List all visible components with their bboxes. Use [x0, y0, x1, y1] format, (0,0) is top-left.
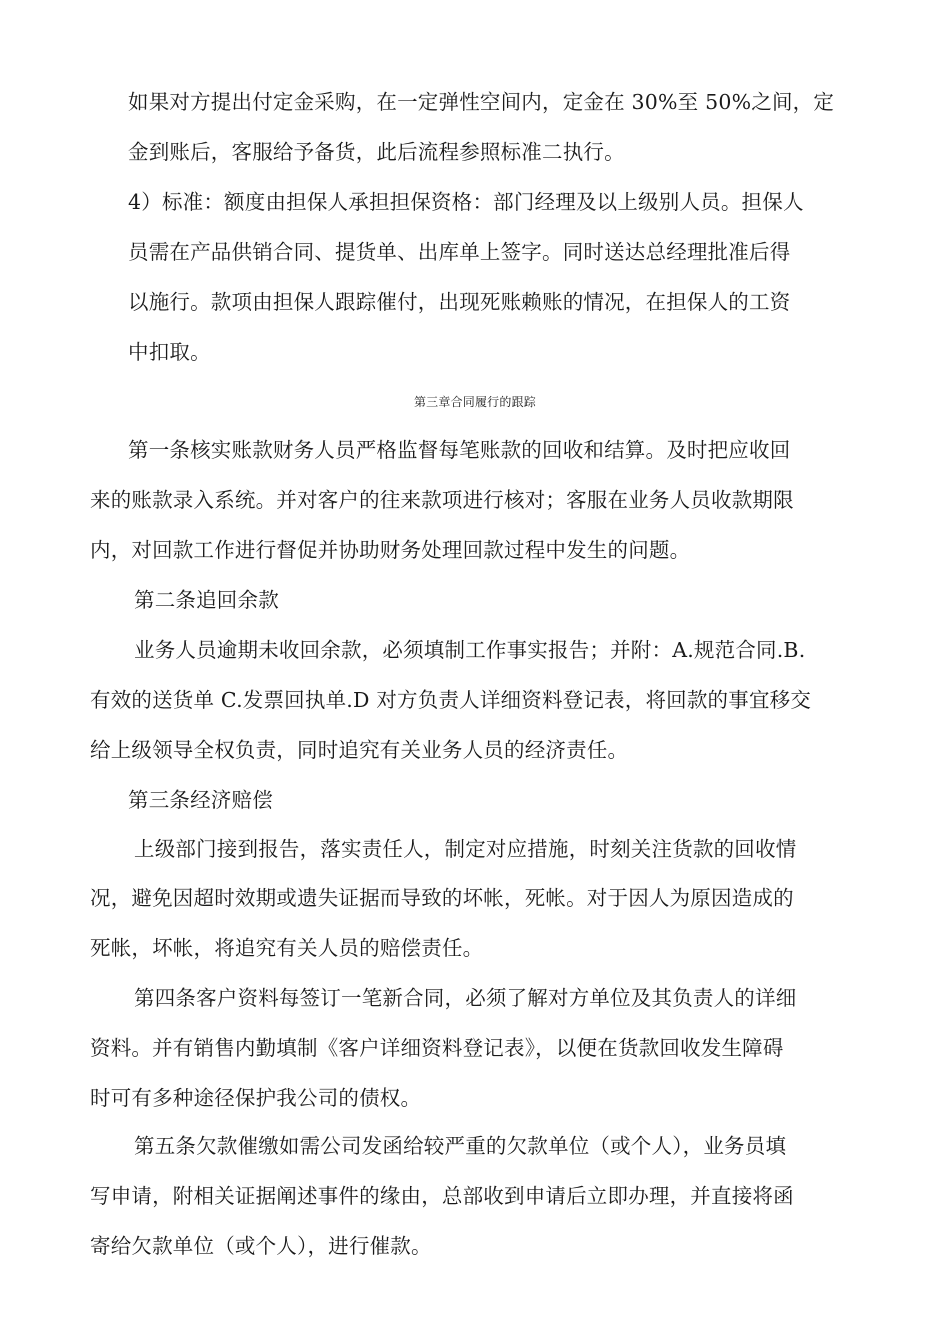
text-line: 第五条欠款催缴如需公司发函给较严重的欠款单位（或个人），业务员填 — [134, 1134, 787, 1158]
text-line: 4）标准：额度由担保人承担担保资格：部门经理及以上级别人员。担保人 — [128, 190, 804, 214]
text-line: 况，避免因超时效期或遗失证据而导致的坏帐，死帐。对于因人为原因造成的 — [90, 886, 794, 910]
text-line: 资料。并有销售内勤填制《客户详细资料登记表》，以便在货款回收发生障碍 — [90, 1036, 784, 1060]
text-line: 写申请，附相关证据阐述事件的缘由，总部收到申请后立即办理，并直接将函 — [90, 1184, 794, 1208]
text-line: 给上级领导全权负责，同时追究有关业务人员的经济责任。 — [90, 738, 629, 762]
text-line: 有效的送货单 C.发票回执单.D 对方负责人详细资料登记表，将回款的事宜移交 — [90, 688, 812, 712]
text-line: 如果对方提出付定金采购，在一定弹性空间内，定金在 30%至 50%之间，定 — [128, 90, 835, 114]
text-line: 来的账款录入系统。并对客户的往来款项进行核对；客服在业务人员收款期限 — [90, 488, 794, 512]
text-line: 内，对回款工作进行督促并协助财务处理回款过程中发生的问题。 — [90, 538, 691, 562]
text-line: 第一条核实账款财务人员严格监督每笔账款的回收和结算。及时把应收回 — [128, 438, 791, 462]
text-line: 员需在产品供销合同、提货单、出库单上签字。同时送达总经理批准后得 — [128, 240, 791, 264]
text-line: 上级部门接到报告，落实责任人，制定对应措施，时刻关注货款的回收情 — [134, 837, 797, 861]
section-heading: 第三条经济赔偿 — [128, 788, 273, 812]
text-line: 第四条客户资料每签订一笔新合同，必须了解对方单位及其负责人的详细 — [134, 986, 797, 1010]
text-line: 中扣取。 — [128, 340, 211, 364]
text-line: 金到账后，客服给予备货，此后流程参照标准二执行。 — [128, 140, 625, 164]
text-line: 时可有多种途径保护我公司的债权。 — [90, 1086, 422, 1110]
text-line: 业务人员逾期未收回余款，必须填制工作事实报告；并附：A.规范合同.B. — [134, 638, 806, 662]
text-line: 以施行。款项由担保人跟踪催付，出现死账赖账的情况，在担保人的工资 — [128, 290, 791, 314]
text-line: 死帐，坏帐，将追究有关人员的赔偿责任。 — [90, 936, 484, 960]
text-line: 寄给欠款单位（或个人），进行催款。 — [90, 1234, 432, 1258]
section-heading: 第二条追回余款 — [134, 588, 279, 612]
chapter-heading: 第三章合同履行的跟踪 — [413, 395, 536, 409]
